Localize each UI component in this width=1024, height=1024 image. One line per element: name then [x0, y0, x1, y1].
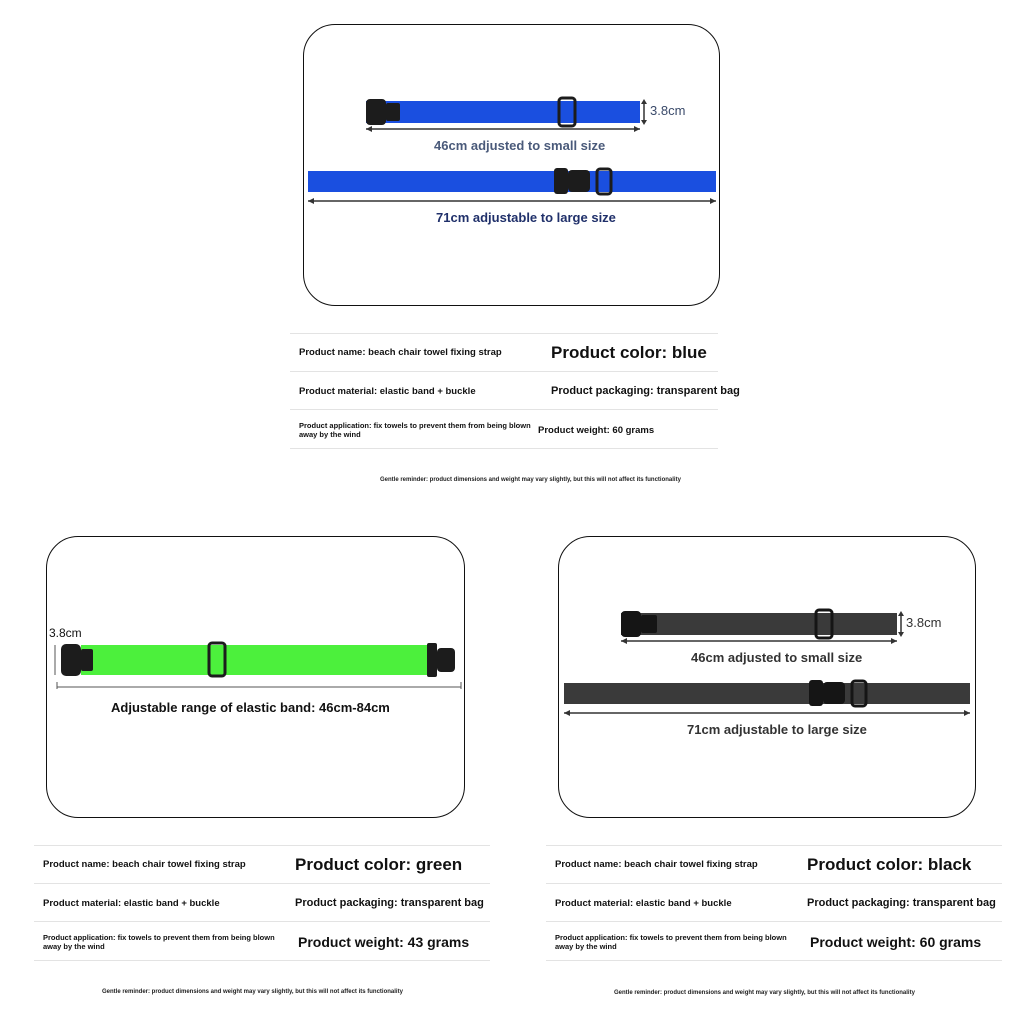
- product-material: Product material: elastic band + buckle: [555, 898, 732, 909]
- large-size-label: 71cm adjustable to large size: [436, 210, 616, 225]
- green-strap-illustration: [47, 537, 464, 817]
- black-strap-panel: [558, 536, 976, 818]
- blue-strap-small-illustration: [304, 25, 719, 305]
- gentle-reminder: Gentle reminder: product dimensions and weight may vary slightly, but this will not affect its functionality: [614, 990, 915, 996]
- buckle-icon: [554, 168, 590, 194]
- product-name: Product name: beach chair towel fixing strap: [299, 347, 502, 358]
- product-material: Product material: elastic band + buckle: [299, 386, 476, 397]
- gentle-reminder: Gentle reminder: product dimensions and weight may vary slightly, but this will not affect its functionality: [102, 989, 403, 995]
- product-packaging: Product packaging: transparent bag: [295, 897, 484, 909]
- gentle-reminder: Gentle reminder: product dimensions and weight may vary slightly, but this will not affect its functionality: [380, 477, 681, 483]
- product-color: Product color: blue: [551, 343, 707, 362]
- product-application: Product application: fix towels to prevent them from being blown away by the wind: [555, 933, 787, 951]
- blue-strap-band-small: [366, 101, 640, 123]
- width-label: 3.8cm: [650, 103, 686, 118]
- large-size-label: 71cm adjustable to large size: [687, 722, 867, 737]
- product-weight: Product weight: 43 grams: [298, 934, 470, 950]
- black-strap-band-large: [564, 683, 970, 704]
- product-material: Product material: elastic band + buckle: [43, 898, 220, 909]
- small-size-label: 46cm adjusted to small size: [434, 138, 606, 153]
- product-application: Product application: fix towels to prevent them from being blown away by the wind: [43, 933, 275, 951]
- width-label: 3.8cm: [906, 615, 942, 630]
- product-name: Product name: beach chair towel fixing strap: [555, 859, 758, 870]
- product-color: Product color: black: [807, 855, 972, 874]
- black-spec-table: [546, 845, 1002, 961]
- blue-strap-band-large: [308, 171, 716, 192]
- product-weight: Product weight: 60 grams: [810, 934, 982, 950]
- small-size-label: 46cm adjusted to small size: [691, 650, 863, 665]
- black-strap-band-small: [621, 613, 897, 635]
- product-color: Product color: green: [295, 855, 463, 874]
- green-spec-table: [34, 845, 490, 961]
- blue-spec-table: [290, 333, 740, 449]
- black-strap-illustration: [559, 537, 975, 817]
- product-weight: Product weight: 60 grams: [538, 425, 655, 436]
- width-label: 3.8cm: [49, 626, 82, 640]
- product-application: Product application: fix towels to prevent them from being blown away by the wind: [299, 421, 531, 439]
- buckle-icon: [427, 643, 455, 677]
- green-strap-panel: [46, 536, 465, 818]
- product-name: Product name: beach chair towel fixing strap: [43, 859, 246, 870]
- green-strap-band: [81, 645, 427, 675]
- range-label: Adjustable range of elastic band: 46cm-84cm: [111, 700, 390, 715]
- product-packaging: Product packaging: transparent bag: [807, 897, 996, 909]
- product-packaging: Product packaging: transparent bag: [551, 385, 740, 397]
- blue-strap-panel: [303, 24, 720, 306]
- buckle-icon: [809, 680, 845, 706]
